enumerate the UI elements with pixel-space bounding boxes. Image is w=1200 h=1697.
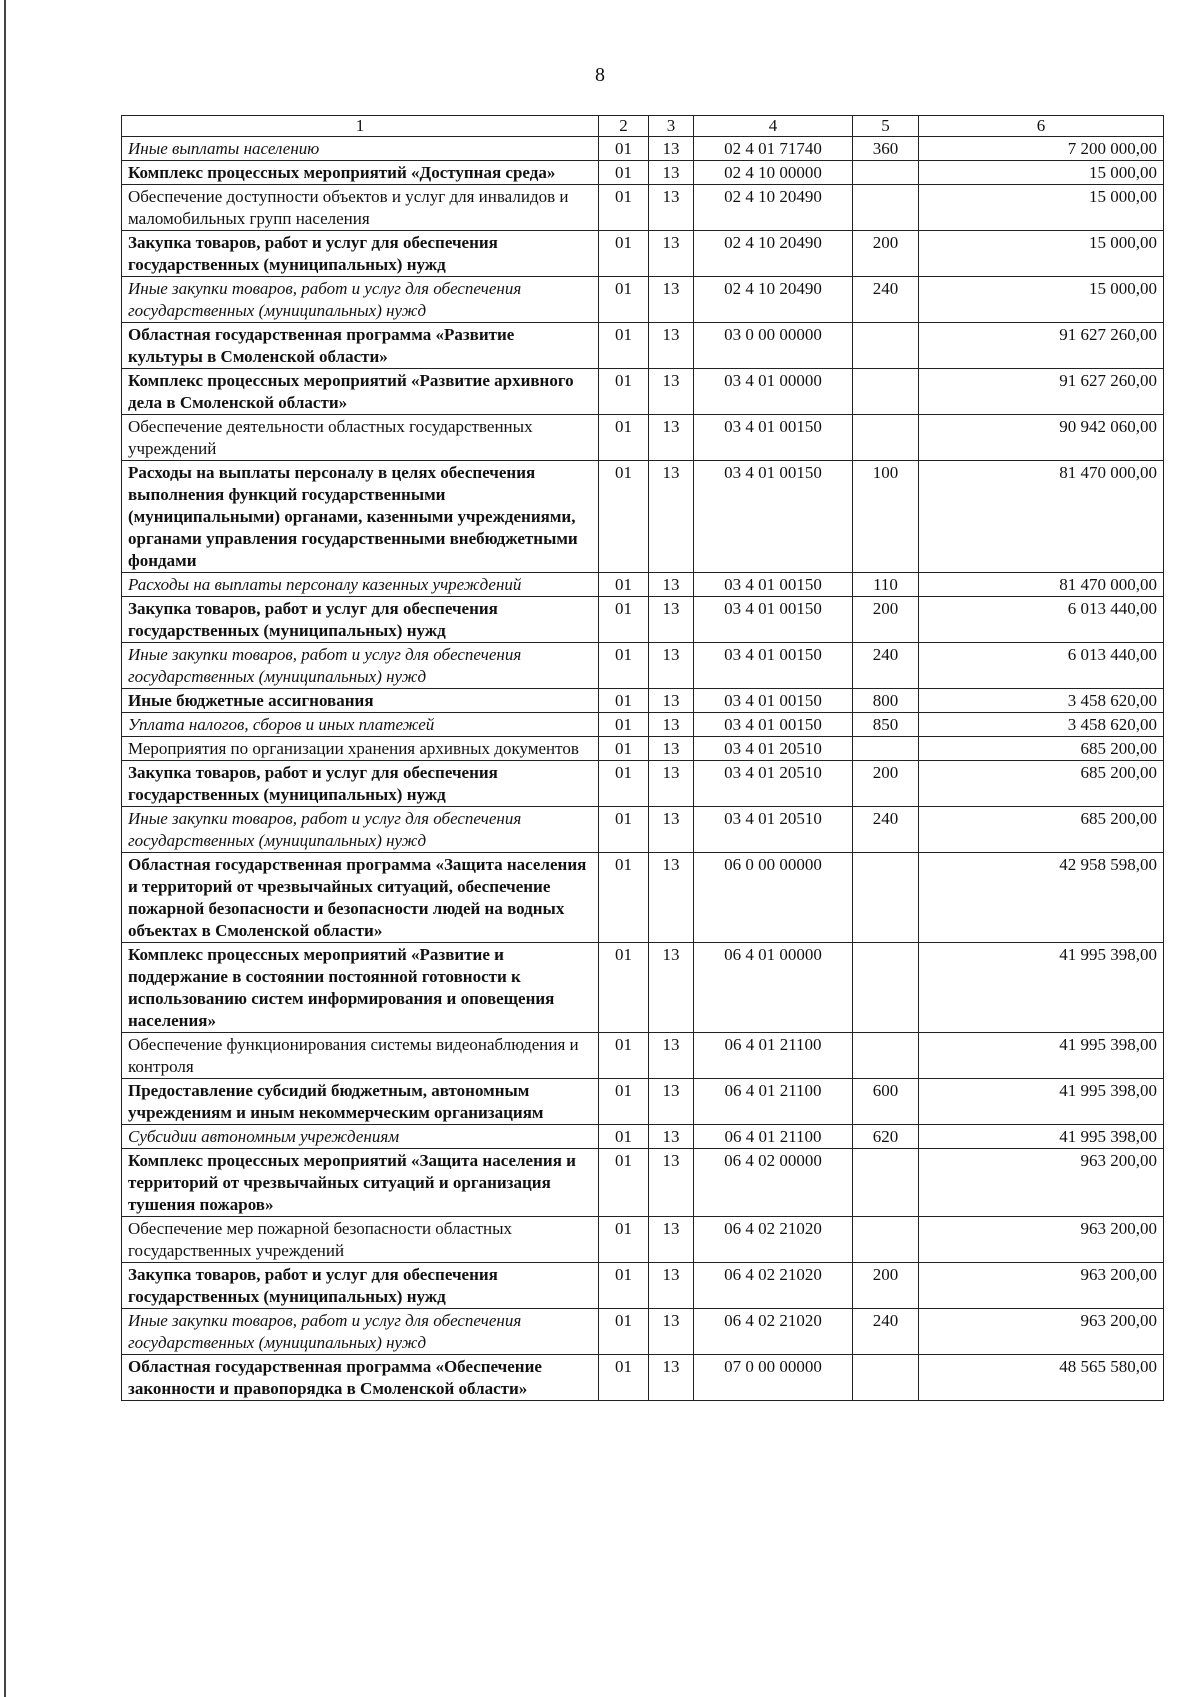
row-target-code-cell: 02 4 10 00000: [694, 161, 853, 185]
row-name-cell: Комплекс процессных мероприятий «Развитие и поддержание в состоянии постоянной готовности к использованию систем информирования и оповещения населения»: [122, 943, 599, 1033]
table-row: [122, 415, 1164, 461]
row-amount-cell: 3 458 620,00: [919, 689, 1164, 713]
row-expense-type-cell: [853, 943, 919, 1033]
row-name-cell: Закупка товаров, работ и услуг для обеспечения государственных (муниципальных) нужд: [122, 231, 599, 277]
table-row: [122, 323, 1164, 369]
row-expense-type-cell: 240: [853, 807, 919, 853]
row-amount-cell: 41 995 398,00: [919, 1033, 1164, 1079]
page-number: 8: [595, 64, 605, 86]
row-target-code-cell: 02 4 01 71740: [694, 137, 853, 161]
header-cell: 1: [122, 116, 599, 137]
row-subsection-cell: 13: [649, 1355, 694, 1401]
table-row: [122, 277, 1164, 323]
row-subsection-cell: 13: [649, 643, 694, 689]
row-subsection-cell: 13: [649, 761, 694, 807]
row-target-code-cell: 03 4 01 00150: [694, 713, 853, 737]
row-target-code-cell: 06 4 02 21020: [694, 1217, 853, 1263]
row-section-cell: 01: [599, 1149, 649, 1217]
row-name-cell: Обеспечение функционирования системы видеонаблюдения и контроля: [122, 1033, 599, 1079]
row-subsection-cell: 13: [649, 369, 694, 415]
row-target-code-cell: 03 4 01 00150: [694, 689, 853, 713]
row-section-cell: 01: [599, 737, 649, 761]
row-amount-cell: 48 565 580,00: [919, 1355, 1164, 1401]
table-row: [122, 737, 1164, 761]
row-target-code-cell: 03 4 01 20510: [694, 737, 853, 761]
row-name-cell: Субсидии автономным учреждениям: [122, 1125, 599, 1149]
row-subsection-cell: 13: [649, 1217, 694, 1263]
row-target-code-cell: 06 4 01 00000: [694, 943, 853, 1033]
table-row: [122, 643, 1164, 689]
row-target-code-cell: 03 4 01 00000: [694, 369, 853, 415]
row-subsection-cell: 13: [649, 713, 694, 737]
row-target-code-cell: 03 4 01 20510: [694, 761, 853, 807]
table-row: [122, 185, 1164, 231]
row-amount-cell: 90 942 060,00: [919, 415, 1164, 461]
row-subsection-cell: 13: [649, 277, 694, 323]
row-name-cell: Иные выплаты населению: [122, 137, 599, 161]
row-target-code-cell: 02 4 10 20490: [694, 231, 853, 277]
row-target-code-cell: 06 4 01 21100: [694, 1079, 853, 1125]
row-subsection-cell: 13: [649, 689, 694, 713]
row-target-code-cell: 03 4 01 00150: [694, 461, 853, 573]
row-expense-type-cell: [853, 1217, 919, 1263]
row-expense-type-cell: [853, 1355, 919, 1401]
row-name-cell: Обеспечение мер пожарной безопасности областных государственных учреждений: [122, 1217, 599, 1263]
row-expense-type-cell: [853, 161, 919, 185]
row-name-cell: Иные закупки товаров, работ и услуг для обеспечения государственных (муниципальных) нужд: [122, 807, 599, 853]
row-amount-cell: 685 200,00: [919, 737, 1164, 761]
row-amount-cell: 3 458 620,00: [919, 713, 1164, 737]
table-row: [122, 137, 1164, 161]
row-target-code-cell: 06 4 02 00000: [694, 1149, 853, 1217]
table-row: [122, 369, 1164, 415]
row-expense-type-cell: 200: [853, 1263, 919, 1309]
row-section-cell: 01: [599, 185, 649, 231]
row-section-cell: 01: [599, 689, 649, 713]
row-subsection-cell: 13: [649, 1149, 694, 1217]
row-section-cell: 01: [599, 1309, 649, 1355]
row-name-cell: Закупка товаров, работ и услуг для обеспечения государственных (муниципальных) нужд: [122, 761, 599, 807]
row-expense-type-cell: [853, 1033, 919, 1079]
row-name-cell: Предоставление субсидий бюджетным, автономным учреждениям и иным некоммерческим организациям: [122, 1079, 599, 1125]
row-amount-cell: 41 995 398,00: [919, 943, 1164, 1033]
row-section-cell: 01: [599, 461, 649, 573]
row-expense-type-cell: [853, 323, 919, 369]
row-target-code-cell: 03 4 01 00150: [694, 597, 853, 643]
row-expense-type-cell: 600: [853, 1079, 919, 1125]
row-subsection-cell: 13: [649, 1263, 694, 1309]
row-name-cell: Комплекс процессных мероприятий «Защита населения и территорий от чрезвычайных ситуаций и организация тушения пожаров»: [122, 1149, 599, 1217]
row-amount-cell: 41 995 398,00: [919, 1125, 1164, 1149]
row-target-code-cell: 07 0 00 00000: [694, 1355, 853, 1401]
row-target-code-cell: 06 4 02 21020: [694, 1263, 853, 1309]
row-amount-cell: 7 200 000,00: [919, 137, 1164, 161]
row-amount-cell: 685 200,00: [919, 761, 1164, 807]
row-amount-cell: 963 200,00: [919, 1149, 1164, 1217]
row-name-cell: Обеспечение доступности объектов и услуг для инвалидов и маломобильных групп населения: [122, 185, 599, 231]
row-amount-cell: 15 000,00: [919, 277, 1164, 323]
table-row: [122, 689, 1164, 713]
row-amount-cell: 91 627 260,00: [919, 369, 1164, 415]
row-target-code-cell: 03 4 01 00150: [694, 573, 853, 597]
table-row: [122, 231, 1164, 277]
row-target-code-cell: 06 4 01 21100: [694, 1125, 853, 1149]
row-section-cell: 01: [599, 761, 649, 807]
row-expense-type-cell: [853, 185, 919, 231]
table-row: [122, 461, 1164, 573]
row-expense-type-cell: [853, 737, 919, 761]
table-row: [122, 573, 1164, 597]
header-cell: 3: [649, 116, 694, 137]
row-expense-type-cell: 360: [853, 137, 919, 161]
row-subsection-cell: 13: [649, 323, 694, 369]
row-section-cell: 01: [599, 1263, 649, 1309]
table-row: [122, 853, 1164, 943]
row-amount-cell: 81 470 000,00: [919, 461, 1164, 573]
row-target-code-cell: 03 0 00 00000: [694, 323, 853, 369]
table-row: [122, 807, 1164, 853]
row-section-cell: 01: [599, 1355, 649, 1401]
table-row: [122, 1033, 1164, 1079]
row-section-cell: 01: [599, 713, 649, 737]
row-target-code-cell: 06 0 00 00000: [694, 853, 853, 943]
row-amount-cell: 6 013 440,00: [919, 597, 1164, 643]
row-subsection-cell: 13: [649, 161, 694, 185]
row-subsection-cell: 13: [649, 415, 694, 461]
table-row: [122, 597, 1164, 643]
row-section-cell: 01: [599, 231, 649, 277]
row-expense-type-cell: 110: [853, 573, 919, 597]
table-row: [122, 1149, 1164, 1217]
row-section-cell: 01: [599, 1217, 649, 1263]
row-amount-cell: 15 000,00: [919, 161, 1164, 185]
row-target-code-cell: 03 4 01 00150: [694, 643, 853, 689]
row-subsection-cell: 13: [649, 1125, 694, 1149]
row-name-cell: Расходы на выплаты персоналу казенных учреждений: [122, 573, 599, 597]
row-expense-type-cell: 200: [853, 597, 919, 643]
header-cell: 6: [919, 116, 1164, 137]
row-section-cell: 01: [599, 137, 649, 161]
table-row: [122, 943, 1164, 1033]
row-expense-type-cell: 240: [853, 1309, 919, 1355]
row-section-cell: 01: [599, 1033, 649, 1079]
row-section-cell: 01: [599, 1125, 649, 1149]
row-amount-cell: 81 470 000,00: [919, 573, 1164, 597]
row-amount-cell: 963 200,00: [919, 1309, 1164, 1355]
row-target-code-cell: 02 4 10 20490: [694, 277, 853, 323]
row-subsection-cell: 13: [649, 943, 694, 1033]
row-section-cell: 01: [599, 597, 649, 643]
row-target-code-cell: 06 4 01 21100: [694, 1033, 853, 1079]
row-subsection-cell: 13: [649, 137, 694, 161]
row-subsection-cell: 13: [649, 853, 694, 943]
row-amount-cell: 15 000,00: [919, 185, 1164, 231]
row-name-cell: Закупка товаров, работ и услуг для обеспечения государственных (муниципальных) нужд: [122, 597, 599, 643]
row-name-cell: Иные закупки товаров, работ и услуг для обеспечения государственных (муниципальных) нужд: [122, 277, 599, 323]
row-name-cell: Уплата налогов, сборов и иных платежей: [122, 713, 599, 737]
table-row: [122, 1217, 1164, 1263]
row-subsection-cell: 13: [649, 1033, 694, 1079]
table-row: [122, 1355, 1164, 1401]
row-name-cell: Комплекс процессных мероприятий «Развитие архивного дела в Смоленской области»: [122, 369, 599, 415]
row-amount-cell: 685 200,00: [919, 807, 1164, 853]
table-row: [122, 713, 1164, 737]
row-amount-cell: 6 013 440,00: [919, 643, 1164, 689]
row-target-code-cell: 03 4 01 00150: [694, 415, 853, 461]
row-name-cell: Иные закупки товаров, работ и услуг для обеспечения государственных (муниципальных) нужд: [122, 1309, 599, 1355]
header-cell: 2: [599, 116, 649, 137]
row-section-cell: 01: [599, 323, 649, 369]
row-subsection-cell: 13: [649, 231, 694, 277]
row-expense-type-cell: 800: [853, 689, 919, 713]
row-name-cell: Областная государственная программа «Развитие культуры в Смоленской области»: [122, 323, 599, 369]
row-section-cell: 01: [599, 643, 649, 689]
row-subsection-cell: 13: [649, 461, 694, 573]
table-row: [122, 161, 1164, 185]
row-amount-cell: 91 627 260,00: [919, 323, 1164, 369]
row-amount-cell: 42 958 598,00: [919, 853, 1164, 943]
row-expense-type-cell: 200: [853, 231, 919, 277]
row-expense-type-cell: 850: [853, 713, 919, 737]
row-name-cell: Комплекс процессных мероприятий «Доступная среда»: [122, 161, 599, 185]
row-expense-type-cell: [853, 853, 919, 943]
budget-table: [121, 115, 1164, 1401]
row-section-cell: 01: [599, 943, 649, 1033]
row-expense-type-cell: 240: [853, 643, 919, 689]
header-cell: 4: [694, 116, 853, 137]
row-subsection-cell: 13: [649, 185, 694, 231]
row-name-cell: Закупка товаров, работ и услуг для обеспечения государственных (муниципальных) нужд: [122, 1263, 599, 1309]
row-expense-type-cell: 240: [853, 277, 919, 323]
row-expense-type-cell: 200: [853, 761, 919, 807]
row-subsection-cell: 13: [649, 737, 694, 761]
table-row: [122, 761, 1164, 807]
table-row: [122, 1263, 1164, 1309]
row-subsection-cell: 13: [649, 573, 694, 597]
row-amount-cell: 963 200,00: [919, 1263, 1164, 1309]
row-amount-cell: 41 995 398,00: [919, 1079, 1164, 1125]
row-expense-type-cell: 100: [853, 461, 919, 573]
row-section-cell: 01: [599, 573, 649, 597]
table-header-row: [122, 116, 1164, 137]
row-target-code-cell: 06 4 02 21020: [694, 1309, 853, 1355]
row-expense-type-cell: 620: [853, 1125, 919, 1149]
row-subsection-cell: 13: [649, 597, 694, 643]
table-row: [122, 1079, 1164, 1125]
row-subsection-cell: 13: [649, 807, 694, 853]
row-name-cell: Мероприятия по организации хранения архивных документов: [122, 737, 599, 761]
row-section-cell: 01: [599, 277, 649, 323]
row-section-cell: 01: [599, 853, 649, 943]
row-section-cell: 01: [599, 161, 649, 185]
row-target-code-cell: 03 4 01 20510: [694, 807, 853, 853]
table-row: [122, 1309, 1164, 1355]
row-name-cell: Областная государственная программа «Обеспечение законности и правопорядка в Смоленской области»: [122, 1355, 599, 1401]
row-section-cell: 01: [599, 369, 649, 415]
row-expense-type-cell: [853, 1149, 919, 1217]
row-section-cell: 01: [599, 415, 649, 461]
table-row: [122, 1125, 1164, 1149]
row-amount-cell: 15 000,00: [919, 231, 1164, 277]
row-name-cell: Областная государственная программа «Защита населения и территорий от чрезвычайных ситуаций, обеспечение пожарной безопасности и безопасности людей на водных объектах в Смоленской области»: [122, 853, 599, 943]
row-expense-type-cell: [853, 415, 919, 461]
row-name-cell: Иные бюджетные ассигнования: [122, 689, 599, 713]
row-expense-type-cell: [853, 369, 919, 415]
row-name-cell: Обеспечение деятельности областных государственных учреждений: [122, 415, 599, 461]
row-name-cell: Расходы на выплаты персоналу в целях обеспечения выполнения функций государственными (муниципальными) органами, казенными учреждениями, органами управления государственными внебюджетными фондами: [122, 461, 599, 573]
page-left-edge-line: [4, 0, 6, 1697]
row-subsection-cell: 13: [649, 1079, 694, 1125]
row-section-cell: 01: [599, 1079, 649, 1125]
row-subsection-cell: 13: [649, 1309, 694, 1355]
row-target-code-cell: 02 4 10 20490: [694, 185, 853, 231]
row-section-cell: 01: [599, 807, 649, 853]
row-name-cell: Иные закупки товаров, работ и услуг для обеспечения государственных (муниципальных) нужд: [122, 643, 599, 689]
header-cell: 5: [853, 116, 919, 137]
row-amount-cell: 963 200,00: [919, 1217, 1164, 1263]
